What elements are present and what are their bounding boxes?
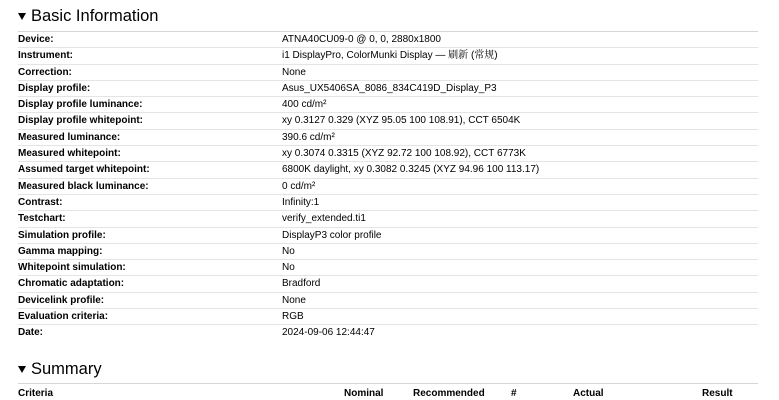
- info-value: None: [282, 294, 306, 306]
- column-header-criteria: Criteria: [18, 388, 54, 399]
- info-label: Devicelink profile:: [18, 294, 105, 306]
- info-row: [18, 309, 758, 325]
- column-header-nominal: Nominal: [344, 388, 384, 399]
- info-row: [18, 97, 758, 113]
- info-label: Whitepoint simulation:: [18, 262, 126, 274]
- info-value: 6800K daylight, xy 0.3082 0.3245 (XYZ 94.96 100 113.17): [282, 164, 540, 176]
- info-value: 400 cd/m²: [282, 99, 327, 111]
- info-row: [18, 228, 758, 244]
- info-label: Display profile:: [18, 82, 91, 94]
- info-label: Chromatic adaptation:: [18, 278, 125, 290]
- info-row: [18, 293, 758, 309]
- info-label: Assumed target whitepoint:: [18, 164, 150, 176]
- info-value: i1 DisplayPro, ColorMunki Display — 刷新 (常规): [282, 50, 498, 62]
- info-label: Testchart:: [18, 213, 66, 225]
- info-label: Contrast:: [18, 196, 63, 208]
- info-row: [18, 146, 758, 162]
- info-row: [18, 65, 758, 81]
- info-row: [18, 195, 758, 211]
- info-value: No: [282, 245, 295, 257]
- info-label: Simulation profile:: [18, 229, 106, 241]
- summary-table-header: [18, 385, 758, 400]
- info-row: [18, 130, 758, 146]
- info-value: RGB: [282, 311, 304, 323]
- info-value: Infinity:1: [282, 196, 320, 208]
- info-row: [18, 81, 758, 97]
- column-header-actual: Actual: [573, 388, 604, 399]
- info-label: Measured whitepoint:: [18, 148, 121, 160]
- info-value: Bradford: [282, 278, 321, 290]
- info-row: [18, 113, 758, 129]
- basic-information-heading[interactable]: [18, 6, 158, 26]
- info-row: [18, 179, 758, 195]
- info-label: Measured luminance:: [18, 131, 121, 143]
- collapse-triangle-icon[interactable]: [18, 13, 26, 20]
- summary-title: Summary: [31, 360, 102, 378]
- info-row: [18, 260, 758, 276]
- info-value: Asus_UX5406SA_8086_834C419D_Display_P3: [282, 82, 497, 94]
- info-value: 390.6 cd/m²: [282, 131, 335, 143]
- basic-information-title: Basic Information: [31, 7, 159, 25]
- section-divider: [18, 383, 758, 384]
- info-label: Display profile luminance:: [18, 99, 143, 111]
- summary-heading[interactable]: [18, 359, 102, 379]
- info-row: [18, 48, 758, 64]
- info-row: [18, 244, 758, 260]
- info-label: Correction:: [18, 66, 72, 78]
- info-value: xy 0.3127 0.329 (XYZ 95.05 100 108.91), CCT 6504K: [282, 115, 521, 127]
- column-header-recommended: Recommended: [413, 388, 485, 399]
- info-value: ATNA40CU09-0 @ 0, 0, 2880x1800: [282, 34, 441, 45]
- info-label: Display profile whitepoint:: [18, 115, 144, 127]
- column-header-count: #: [511, 388, 517, 399]
- info-label: Device:: [18, 34, 54, 45]
- info-row: [18, 162, 758, 178]
- info-row: [18, 211, 758, 227]
- info-value: xy 0.3074 0.3315 (XYZ 92.72 100 108.92), CCT 6773K: [282, 148, 526, 160]
- info-value: None: [282, 66, 306, 78]
- info-label: Measured black luminance:: [18, 180, 149, 192]
- info-label: Gamma mapping:: [18, 245, 103, 257]
- info-row: [18, 32, 758, 48]
- collapse-triangle-icon[interactable]: [18, 366, 26, 373]
- column-header-result: Result: [702, 388, 733, 399]
- info-value: DisplayP3 color profile: [282, 229, 382, 241]
- info-label: Evaluation criteria:: [18, 311, 109, 323]
- info-label: Date:: [18, 327, 44, 339]
- info-row: [18, 325, 758, 341]
- basic-information-table: [18, 32, 758, 342]
- info-label: Instrument:: [18, 50, 73, 62]
- info-value: No: [282, 262, 295, 274]
- info-row: [18, 276, 758, 292]
- info-value: verify_extended.ti1: [282, 213, 366, 225]
- info-value: 2024-09-06 12:44:47: [282, 327, 375, 339]
- info-value: 0 cd/m²: [282, 180, 316, 192]
